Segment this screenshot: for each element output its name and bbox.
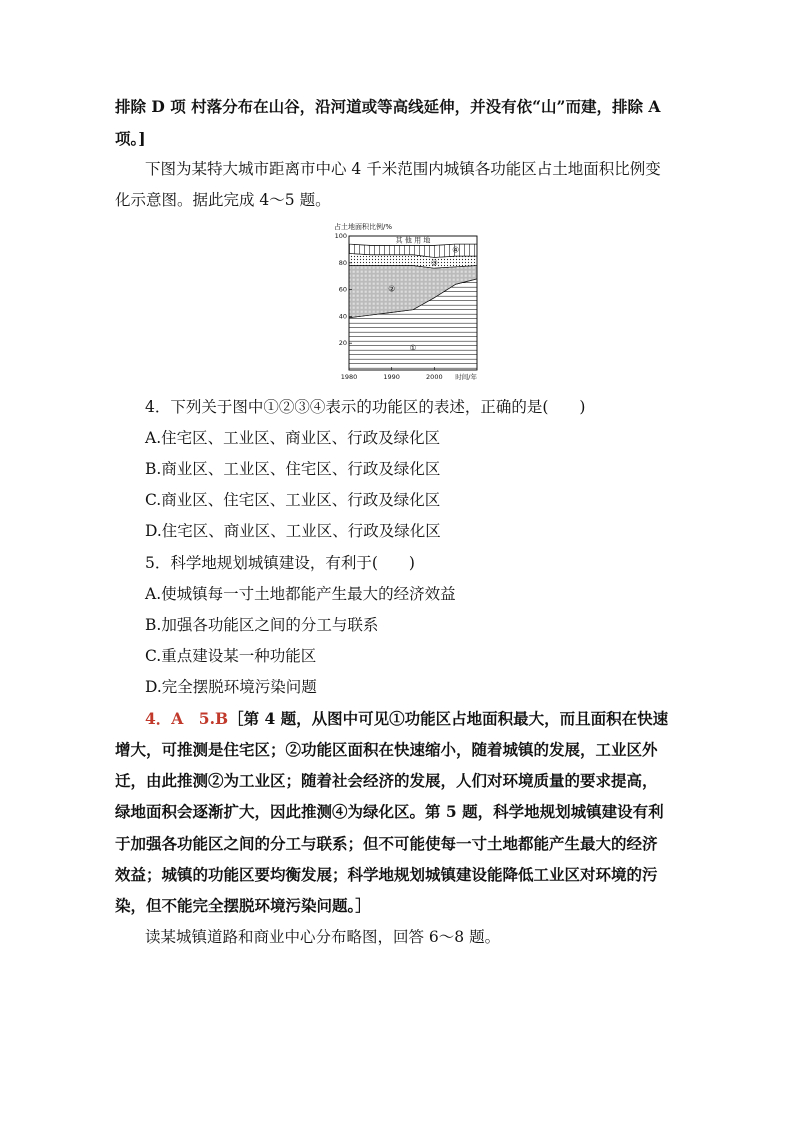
x-tick-label: 1990 <box>383 373 400 381</box>
q5-option-b: B.加强各功能区之间的分工与联系 <box>145 616 379 634</box>
q4-option-a: A.住宅区、工业区、商业区、行政及绿化区 <box>145 429 441 447</box>
y-tick-label: 100 <box>334 232 347 240</box>
y-tick-label: 60 <box>338 285 347 294</box>
q4-option-b: B.商业区、工业区、住宅区、行政及绿化区 <box>145 460 441 478</box>
y-tick-label: 40 <box>338 312 347 321</box>
q5-option-c: C.重点建设某一种功能区 <box>145 647 317 665</box>
q4-option-c: C.商业区、住宅区、工业区、行政及绿化区 <box>145 491 441 509</box>
label-area-1: ① <box>409 343 417 353</box>
y-tick-label: 80 <box>338 258 347 267</box>
analysis-prev-line1: 排除 D 项 村落分布在山谷，沿河道或等高线延伸，并没有依“山”而建，排除 A <box>115 97 661 116</box>
answer-line6: 效益；城镇的功能区要均衡发展；科学地规划城镇建设能降低工业区对环境的污 <box>115 865 658 884</box>
x-axis-label: 时间/年 <box>455 373 477 381</box>
next-intro: 读某城镇道路和商业中心分布略图，回答 6～8 题。 <box>145 928 501 946</box>
answer-line3: 迁，由此推测②为工业区；随着社会经济的发展，人们对环境质量的要求提高， <box>115 771 658 790</box>
x-tick-label: 1980 <box>340 373 358 381</box>
land-use-area-chart <box>332 222 482 384</box>
label-other-land: 其 他 用 地 <box>395 236 431 245</box>
answer-line7: 染，但不能完全摆脱环境污染问题。］ <box>115 896 371 915</box>
q5-option-a: A.使城镇每一寸土地都能产生最大的经济效益 <box>145 585 456 603</box>
answer-key: 4．A 5.B <box>145 709 229 728</box>
intro-line2: 化示意图。据此完成 4～5 题。 <box>115 191 331 209</box>
label-area-4: ④ <box>452 245 460 255</box>
intro-line1: 下图为某特大城市距离市中心 4 千米范围内城镇各功能区占土地面积比例变 <box>145 160 661 178</box>
analysis-prev-line2: 项。] <box>115 129 146 148</box>
chart-title: 占土地面积比例/% <box>334 223 393 231</box>
label-area-3: ③ <box>430 258 438 268</box>
x-tick-label: 2000 <box>426 373 443 381</box>
answer-line1: ［第 4 题，从图中可见①功能区占地面积最大，而且面积在快速 <box>228 709 669 728</box>
label-area-2: ② <box>388 284 396 294</box>
answer-line2: 增大，可推测是住宅区；②功能区面积在快速缩小，随着城镇的发展，工业区外 <box>115 740 658 759</box>
q5-stem: 5．科学地规划城镇建设，有利于( ) <box>145 554 415 572</box>
q5-option-d: D.完全摆脱环境污染问题 <box>145 678 317 696</box>
q4-option-d: D.住宅区、商业区、工业区、行政及绿化区 <box>145 522 441 540</box>
answer-first-line <box>145 709 668 729</box>
q4-stem: 4．下列关于图中①②③④表示的功能区的表述，正确的是( ) <box>145 398 586 416</box>
y-tick-label: 20 <box>338 339 347 348</box>
answer-line4: 绿地面积会逐渐扩大，因此推测④为绿化区。第 5 题，科学地规划城镇建设有利 <box>115 802 664 821</box>
answer-line5: 于加强各功能区之间的分工与联系；但不可能使每一寸土地都能产生最大的经济 <box>115 834 658 853</box>
